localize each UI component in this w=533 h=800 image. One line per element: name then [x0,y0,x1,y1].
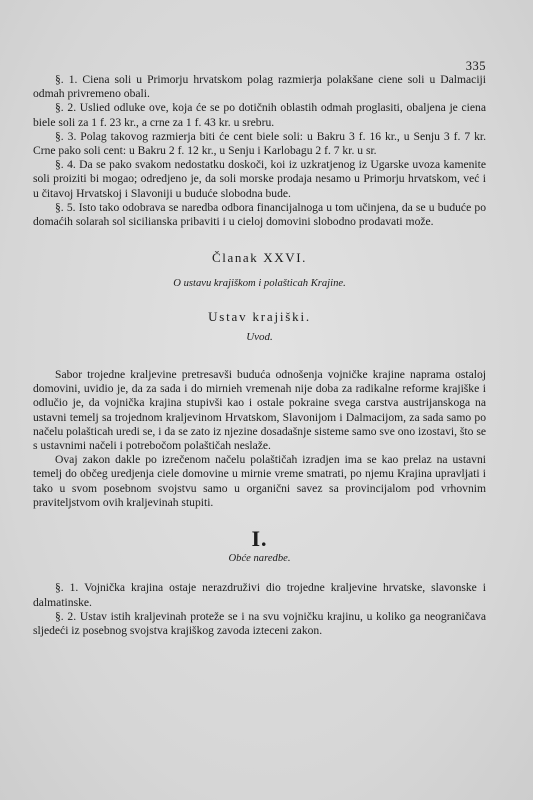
introduction-heading: Uvod. [246,330,273,343]
constitution-heading: Ustav krajiški. [208,308,311,324]
section-numeral: I. [251,526,268,552]
paragraph-4: §. 4. Da se pako svakom nedostatku doskoči, koi iz uzkratjenog iz Ugarske uvoza kamenite soli proiziti bi mogao; odredjeno je, da soli morske prodaja nesamo u Primorju hrvatskom, već i u čitavoj Hrvatskoj i Slavoniji u buduće slobodna bude. [33,158,486,200]
introduction-paragraph-2: Ovaj zakon dakle po izrečenom načelu polaštičah izradjen ima se kao prelaz na ustavni temelj do občeg uredjenja ciele domovine u mirnie vreme smatrati, po njemu Krajina upravljati i tako u svom posebnom svojstvu samo u organični savez sa provincijalom pod vrhovnim praviteljstvom ovih kraljevinah stupiti. [33,453,486,509]
paragraph-5: §. 5. Isto tako odobrava se naredba odbora financijalnoga u tom učinjena, da se u buduće po domaćih solarah sol sicilianska pribaviti i u cieloj domovini slobodno prodavati može. [33,200,486,229]
section-paragraph-1: §. 1. Vojnička krajina ostaje nerazdruživi dio trojedne kraljevine hrvatske, slavonske i dalmatinske. [33,581,486,609]
page-content [33,73,486,638]
article-heading: Članak XXVI. [211,250,308,266]
paragraph-3: §. 3. Polag takovog razmierja biti će cent biele soli: u Bakru 3 f. 16 kr., u Senju 3 f. 7 kr. Crne pako soli cent: u Bakru 2 f. 12 kr., u Senju i Karlobagu 2 f. 7 kr. u sr. [33,129,486,158]
paragraph-1: §. 1. Ciena soli u Primorju hrvatskom polag razmierja polakšane ciene soli u Dalmaciji odmah privremeno obali. [33,73,486,101]
section-heading: Obće naredbe. [228,553,291,565]
article-subtitle: O ustavu krajiškom i polašticah Krajine. [173,278,346,290]
paragraph-2: §. 2. Uslied odluke ove, koja će se po dotičnih oblastih odmah proglasiti, obaljena je ciena biele soli za 1 f. 23 kr., a crne za 1 f. 43 kr. u srebru. [33,101,486,129]
section-paragraph-2: §. 2. Ustav istih kraljevinah proteže se i na svu vojničku krajinu, u koliko ga neograničava sljedeći iz posebnog svojstva krajiškog zavoda izteceni zakon. [33,609,486,638]
introduction-paragraph-1: Sabor trojedne kraljevine pretresavši buduća odnošenja vojničke krajine naprama ostaloj domovini, uvidio je, da za sada i do mirnieh vremenah nije doba za radikalne reforme krajiške i odlučio je, da vojnička krajina stupivši kao i ostale pokraine svega carstva austrijanskoga na ustavni temelj sa trojednom kraljevinom Hrvatskom, Slavonijom i Dalmacijom, za sada samo po načelu polašticah uredi se, i da se zato iz njezine dosadašnje sisteme samo sve ono izostavi, što se s ustavnimi načeli i potrebočom polaštičah neslaže. [33,368,486,453]
page-number: 335 [465,59,486,73]
